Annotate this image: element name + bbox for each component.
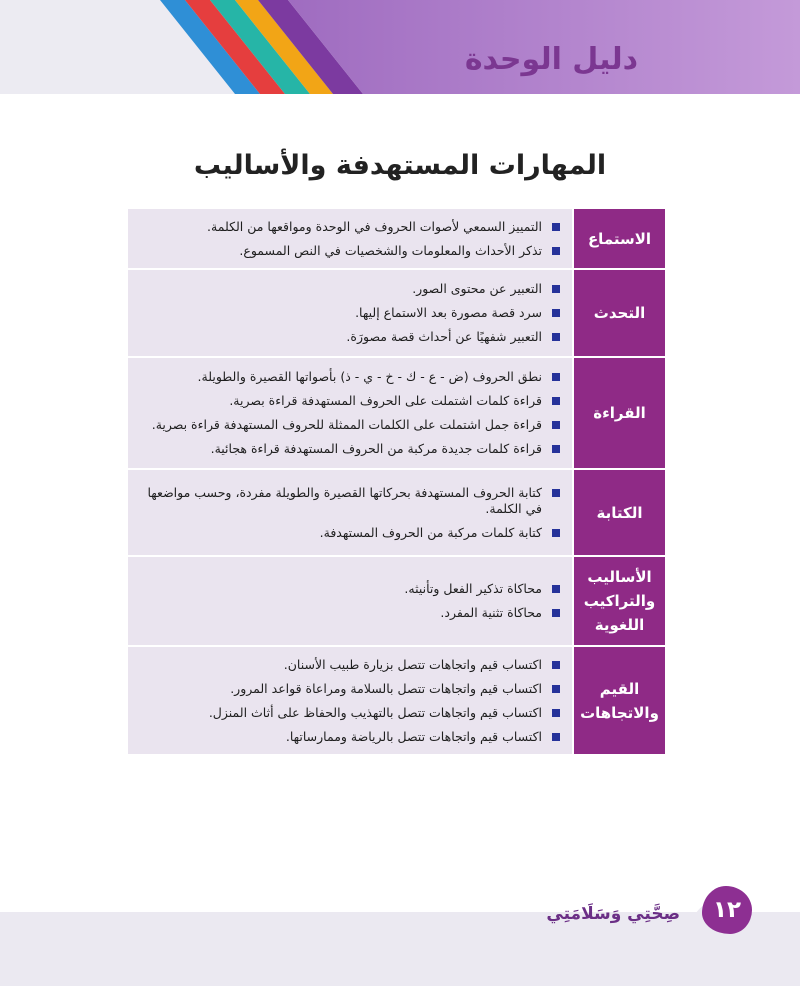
skills-table [128, 209, 665, 754]
skill-category: الكتابة [572, 470, 665, 555]
skill-item: نطق الحروف (ض - ع - ك - خ - ي - ذ) بأصواتها القصيرة والطويلة. [134, 369, 560, 385]
skill-item: كتابة الحروف المستهدفة بحركاتها القصيرة والطويلة مفردة، وحسب مواضعها في الكلمة. [134, 485, 560, 517]
skill-row-speaking [128, 270, 665, 358]
square-bullet-icon [552, 685, 560, 693]
skill-category: القيم والاتجاهات [572, 647, 665, 754]
skill-item: اكتساب قيم واتجاهات تتصل بالسلامة ومراعاة قواعد المرور. [134, 681, 560, 697]
header-band [0, 0, 800, 94]
square-bullet-icon [552, 445, 560, 453]
square-bullet-icon [552, 585, 560, 593]
skill-item: اكتساب قيم واتجاهات تتصل بزيارة طبيب الأسنان. [134, 657, 560, 673]
square-bullet-icon [552, 373, 560, 381]
skill-items [128, 647, 572, 754]
square-bullet-icon [552, 247, 560, 255]
skill-item: محاكاة تثنية المفرد. [134, 605, 560, 621]
skill-items [128, 358, 572, 468]
page-footer [0, 912, 800, 986]
square-bullet-icon [552, 609, 560, 617]
square-bullet-icon [552, 223, 560, 231]
skill-row-reading [128, 358, 665, 470]
skill-item: اكتساب قيم واتجاهات تتصل بالتهذيب والحفاظ على أثاث المنزل. [134, 705, 560, 721]
square-bullet-icon [552, 661, 560, 669]
square-bullet-icon [552, 489, 560, 497]
page-heading: المهارات المستهدفة والأساليب [193, 150, 607, 181]
skill-row-writing [128, 470, 665, 557]
skill-category: التحدث [572, 270, 665, 356]
skill-category: الأساليب والتراكيب اللغوية [572, 557, 665, 645]
skill-item: قراءة جمل اشتملت على الكلمات الممثلة للحروف المستهدفة قراءة بصرية. [134, 417, 560, 433]
square-bullet-icon [552, 285, 560, 293]
book-title: صِحَّتِي وَسَلَامَتِي [546, 904, 680, 924]
page-number-badge: ١٢ [702, 886, 752, 934]
skill-item: اكتساب قيم واتجاهات تتصل بالرياضة وممارساتها. [134, 729, 560, 745]
square-bullet-icon [552, 333, 560, 341]
square-bullet-icon [552, 529, 560, 537]
skill-item: قراءة كلمات اشتملت على الحروف المستهدفة قراءة بصرية. [134, 393, 560, 409]
skill-row-values [128, 647, 665, 754]
page-header [0, 0, 800, 94]
header-title: دليل الوحدة [464, 42, 638, 77]
skill-item: التمييز السمعي لأصوات الحروف في الوحدة ومواقعها من الكلمة. [134, 219, 560, 235]
skill-item: سرد قصة مصورة بعد الاستماع إليها. [134, 305, 560, 321]
skill-items [128, 270, 572, 356]
square-bullet-icon [552, 421, 560, 429]
square-bullet-icon [552, 309, 560, 317]
skill-item: تذكر الأحداث والمعلومات والشخصيات في النص المسموع. [134, 243, 560, 259]
square-bullet-icon [552, 709, 560, 717]
skill-item: كتابة كلمات مركبة من الحروف المستهدفة. [134, 525, 560, 541]
skill-items [128, 557, 572, 645]
skill-item: التعبير عن محتوى الصور. [134, 281, 560, 297]
skill-item: قراءة كلمات جديدة مركبة من الحروف المستهدفة قراءة هجائية. [134, 441, 560, 457]
skill-row-language-structures [128, 557, 665, 647]
skill-row-listening [128, 209, 665, 270]
skill-category: الاستماع [572, 209, 665, 268]
square-bullet-icon [552, 397, 560, 405]
skill-item: التعبير شفهيًا عن أحداث قصة مصورَة. [134, 329, 560, 345]
skill-item: محاكاة تذكير الفعل وتأنيثه. [134, 581, 560, 597]
skill-category: القراءة [572, 358, 665, 468]
square-bullet-icon [552, 733, 560, 741]
skill-items [128, 470, 572, 555]
skill-items [128, 209, 572, 268]
